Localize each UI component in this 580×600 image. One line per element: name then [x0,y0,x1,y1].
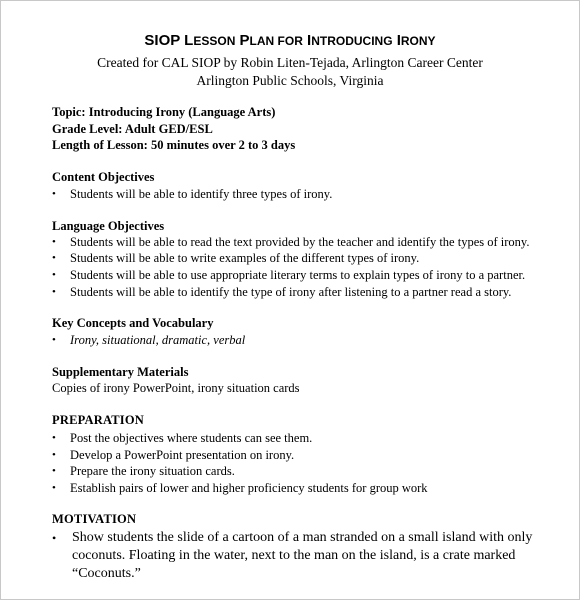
list-item: • Students will be able to identify the type of irony after listening to a partner read a story. [52,285,512,299]
key-concepts-heading: Key Concepts and Vocabulary [52,316,214,330]
bullet-icon: • [52,482,56,494]
list-item: • Students will be able to identify three types of irony. [52,187,333,201]
list-item: • Develop a PowerPoint presentation on irony. [52,448,295,462]
bullet-icon: • [52,432,56,444]
bullet-icon: • [52,465,56,477]
content-objectives-heading: Content Objectives [52,170,155,184]
list-item: • Students will be able to use appropriate literary terms to explain types of irony to a partner. [52,268,526,282]
bullet-icon: • [52,188,56,200]
bullet-icon: • [52,286,56,298]
school-line: Arlington Public Schools, Virginia [196,73,384,88]
bullet-icon: • [52,334,56,346]
list-item [52,529,550,583]
supplementary-materials-heading: Supplementary Materials [52,365,189,379]
grade-level-line: Grade Level: Adult GED/ESL [52,122,213,136]
bullet-icon: • [52,269,56,281]
document-title: SIOP LESSON PLAN FOR INTRODUCING IRONY [144,32,436,49]
bullet-icon: • [52,531,57,545]
bullet-icon: • [52,449,56,461]
list-item: • Irony, situational, dramatic, verbal [52,333,246,347]
bullet-icon: • [52,252,56,264]
author-line: Created for CAL SIOP by Robin Liten-Tejada, Arlington Career Center [97,55,483,70]
list-item: • Prepare the irony situation cards. [52,464,235,478]
list-item: • Establish pairs of lower and higher proficiency students for group work [52,481,428,495]
motivation-heading: MOTIVATION [52,512,137,526]
language-objectives-heading: Language Objectives [52,219,165,233]
list-item: • Students will be able to write examples of the different types of irony. [52,251,420,265]
supplementary-materials-text: Copies of irony PowerPoint, irony situation cards [52,381,300,395]
list-item: • Students will be able to read the text provided by the teacher and identify the types of irony. [52,235,530,249]
list-item: • Post the objectives where students can see them. [52,431,313,445]
bullet-icon: • [52,236,56,248]
motivation-text: Show students the slide of a cartoon of a man stranded on a small island with only coconuts. Floating in the water, next to the man on the island, is a crate marked “Coconuts.” [72,530,533,581]
preparation-heading: PREPARATION [52,413,145,427]
topic-line: Topic: Introducing Irony (Language Arts) [52,105,276,119]
lesson-length-line: Length of Lesson: 50 minutes over 2 to 3 days [52,138,296,152]
